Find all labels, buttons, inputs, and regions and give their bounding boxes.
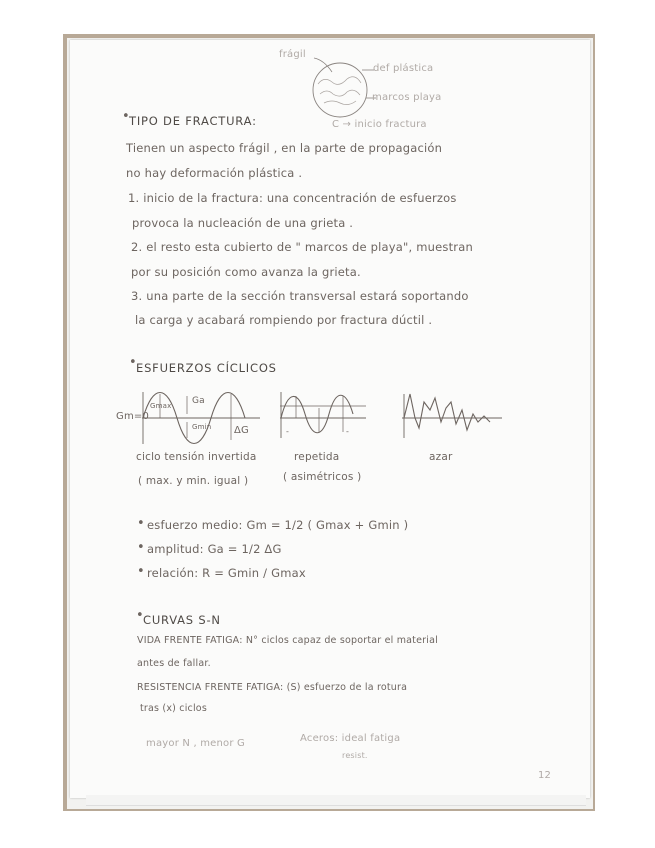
page-number: 12 (538, 770, 552, 781)
faint-note-resist: resist. (342, 751, 368, 760)
label-fragil: frágil (279, 49, 306, 60)
label-sigma-a: Ga (192, 396, 205, 406)
formula-relacion: relación: R = Gmin / Gmax (147, 566, 306, 580)
caption-azar: azar (429, 451, 453, 463)
label-marcos-playa: marcos playa (372, 92, 442, 103)
faint-note-aceros: Aceros: ideal fatiga (300, 733, 401, 744)
stress-cycle-graphs (110, 388, 520, 448)
svg-text:-: - (346, 427, 349, 436)
section-title-tipo-fractura: TIPO DE FRACTURA: (129, 114, 257, 128)
curvas-line-2: antes de fallar. (137, 658, 211, 669)
tipo-line-5: 2. el resto esta cubierto de " marcos de playa", muestran (131, 240, 473, 254)
caption-repetida: repetida (294, 451, 340, 463)
caption-max-min-igual: ( max. y min. igual ) (138, 475, 249, 487)
bullet-dot: • (137, 516, 145, 531)
section-title-curvas: CURVAS S-N (143, 613, 221, 627)
bullet-dot: • (137, 564, 145, 579)
label-sigma-min: Gmin (192, 423, 212, 431)
label-inicio-fractura: C → inicio fractura (332, 119, 427, 130)
bullet-dot: • (129, 355, 137, 370)
formula-amplitud: amplitud: Ga = 1/2 ΔG (147, 542, 282, 556)
curvas-line-4: tras (x) ciclos (140, 703, 207, 714)
label-delta-sigma: ΔG (234, 425, 249, 436)
label-def-plastica: def plástica (373, 63, 434, 74)
section-title-esfuerzos: ESFUERZOS CÍCLICOS (136, 361, 277, 375)
tipo-line-7: 3. una parte de la sección transversal estará soportando (131, 289, 469, 303)
tipo-line-4: provoca la nucleación de una grieta . (132, 216, 354, 230)
curvas-line-3: RESISTENCIA FRENTE FATIGA: (S) esfuerzo de la rotura (137, 682, 408, 693)
tipo-line-6: por su posición como avanza la grieta. (131, 265, 361, 279)
bullet-dot: • (136, 608, 144, 623)
caption-tension-invertida: ciclo tensión invertida (136, 451, 257, 463)
tipo-line-2: no hay deformación plástica . (126, 166, 303, 180)
tipo-line-8: la carga y acabará rompiendo por fractura dúctil . (135, 313, 433, 327)
paper-bottom-edge (86, 795, 586, 806)
label-sigma-max: Gmax (150, 402, 172, 410)
bullet-dot: • (122, 109, 130, 124)
curvas-line-1: VIDA FRENTE FATIGA: N° ciclos capaz de soportar el material (137, 635, 438, 646)
label-sigma-m0: Gm=0 (116, 411, 150, 422)
bullet-dot: • (137, 540, 145, 555)
formula-esfuerzo-medio: esfuerzo medio: Gm = 1/2 ( Gmax + Gmin ) (147, 518, 409, 532)
svg-text:-: - (286, 427, 289, 436)
tipo-line-3: 1. inicio de la fractura: una concentración de esfuerzos (128, 191, 457, 205)
faint-note-mayor-n: mayor N , menor G (146, 738, 246, 749)
caption-asimetricos: ( asimétricos ) (283, 471, 362, 483)
tipo-line-1: Tienen un aspecto frágil , en la parte de propagación (126, 141, 443, 155)
